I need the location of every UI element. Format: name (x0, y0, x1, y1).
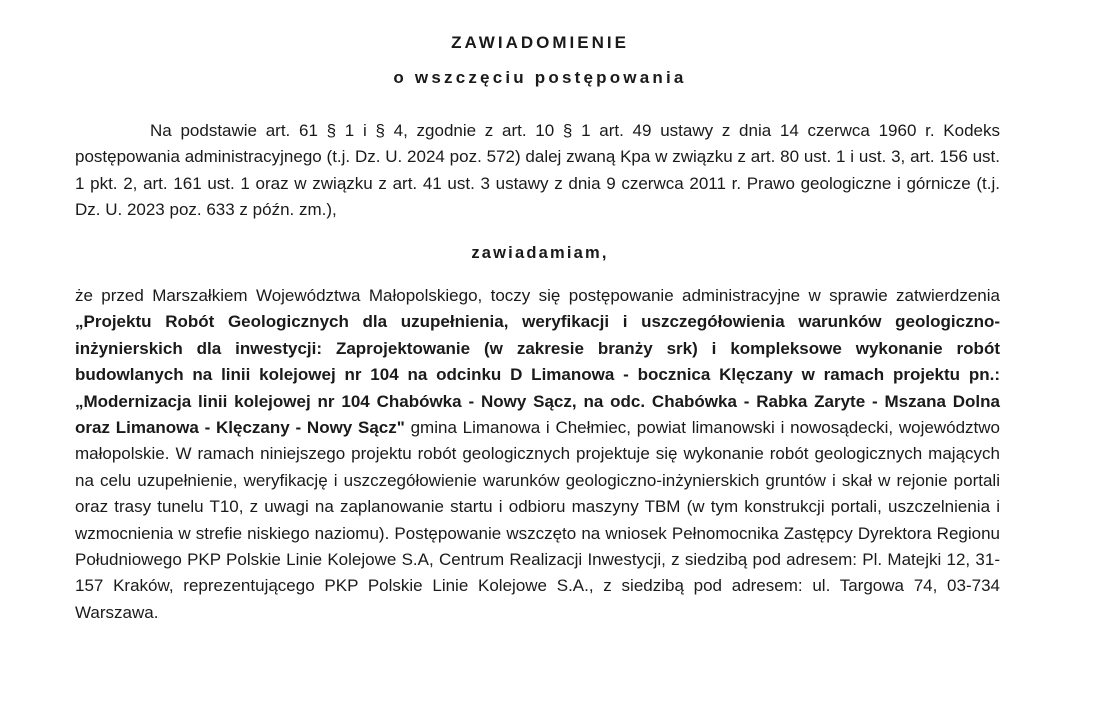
document-subtitle: o wszczęciu postępowania (393, 68, 687, 87)
legal-basis-paragraph: Na podstawie art. 61 § 1 i § 4, zgodnie z art. 10 § 1 art. 49 ustawy z dnia 14 czerwca 1960 r. Kodeks postępowania administracyjnego (t.j. Dz. U. 2024 poz. 572) dalej zwaną Kpa w związku z art. 80 ust. 1 i ust. 3, art. 156 ust. 1 pkt. 2, art. 161 ust. 1 oraz w związku z art. 41 ust. 3 ustawy z dnia 9 czerwca 2011 r. Prawo geologiczne i górnicze (t.j. Dz. U. 2023 poz. 633 z późn. zm.), (75, 121, 1000, 219)
announcement-heading: zawiadamiam, (471, 244, 609, 262)
body-intro-text: że przed Marszałkiem Województwa Małopolskiego, toczy się postępowanie administracyjne w sprawie zatwierdzenia (75, 286, 1000, 305)
notice-body-paragraph (75, 283, 1000, 626)
document-title: ZAWIADOMIENIE (451, 33, 629, 52)
body-rest-text: gmina Limanowa i Chełmiec, powiat limanowski i nowosądecki, województwo małopolskie. W ramach niniejszego projektu robót geologicznych projektuje się wykonanie robót geologicznych mających na celu uzupełnienie, weryfikację i uszczegółowienie warunków geologiczno-inżynierskich gruntów i skał w rejonie portali oraz trasy tunelu T10, z uwagi na zaplanowanie startu i odbioru maszyny TBM (w tym konstrukcji portali, uszczelnienia i wzmocnienia w strefie niskiego naziomu). Postępowanie wszczęto na wniosek Pełnomocnika Zastępcy Dyrektora Regionu Południowego PKP Polskie Linie Kolejowe S.A, Centrum Realizacji Inwestycji, z siedzibą pod adresem: Pl. Matejki 12, 31-157 Kraków, reprezentującego PKP Polskie Linie Kolejowe S.A., z siedzibą pod adresem: ul. Targowa 74, 03-734 Warszawa. (75, 418, 1000, 622)
project-title-text: „Projektu Robót Geologicznych dla uzupełnienia, weryfikacji i uszczegółowienia warunków geologiczno-inżynierskich dla inwestycji: Zaprojektowanie (w zakresie branży srk) i kompleksowe wykonanie robót budowlanych na linii kolejowej nr 104 na odcinku D Limanowa - bocznica Klęczany w ramach projektu pn.: „Modernizacja linii kolejowej nr 104 Chabówka - Nowy Sącz, na odc. Chabówka - Rabka Zaryte - Mszana Dolna oraz Limanowa - Klęczany - Nowy Sącz" (75, 312, 1000, 438)
